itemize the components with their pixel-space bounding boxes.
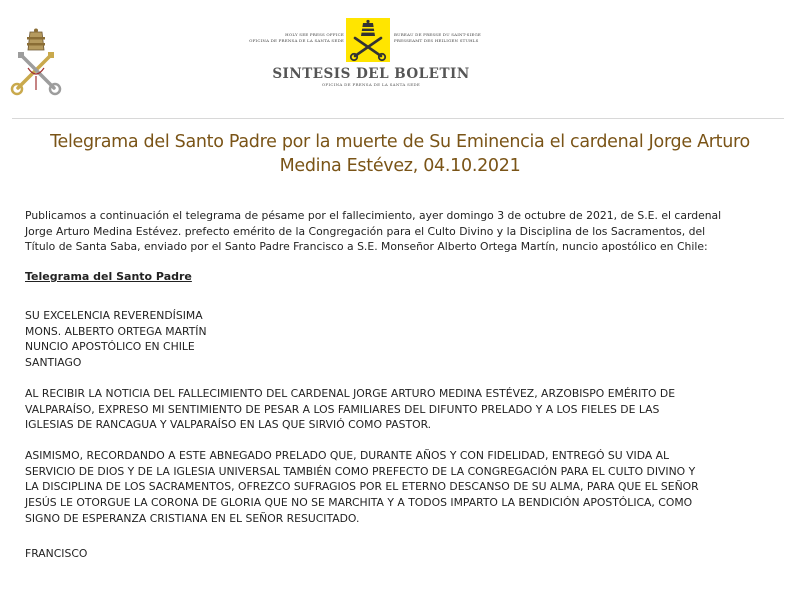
bulletin-title: SINTESIS DEL BOLETIN bbox=[272, 66, 470, 82]
telegram-paragraph-1: AL RECIBIR LA NOTICIA DEL FALLECIMIENTO DEL CARDENAL JORGE ARTURO MEDINA ESTÉVEZ, ARZOBISPO EMÉRITO DE VALPARAÍSO, EXPRESO MI SENTIMIENTO DE PESAR A LOS FAMILIARES DEL DIFUNTO PRELADO Y A LOS FIELES DE LAS IGLESIAS DE RANCAGUA Y VALPARAÍSO EN LAS QUE SIRVIÓ COMO PASTOR. bbox=[25, 387, 676, 432]
header-divider bbox=[12, 118, 784, 119]
press-office-logo bbox=[240, 18, 540, 108]
bulletin-subtitle: OFICINA DE PRENSA DE LA SANTA SEDE bbox=[321, 82, 421, 87]
papal-coat-of-arms-icon bbox=[8, 28, 64, 98]
header-left-line: OFICINA DE PRENSA DE LA SANTA SEDE bbox=[249, 38, 344, 43]
holy-see-emblem-icon bbox=[346, 18, 390, 62]
header-right-text bbox=[394, 32, 524, 44]
header-left-text bbox=[240, 32, 344, 44]
header-right-line: PRESSEAMT DES HEILIGEN STUHLS bbox=[394, 38, 479, 43]
telegram-paragraph-2: ASIMISMO, RECORDANDO A ESTE ABNEGADO PRELADO QUE, DURANTE AÑOS Y CON FIDELIDAD, ENTREGÓ SU VIDA AL SERVICIO DE DIOS Y DE LA IGLESIA UNIVERSAL TAMBIÉN COMO PREFECTO DE LA CONGREGACIÓN PARA EL CULTO DIVINO Y LA DISCIPLINA DE LOS SACRAMENTOS, OFREZCO SUFRAGIOS POR EL ETERNO DESCANSO DE SU ALMA, PARA QUE EL SEÑOR JESÚS LE OTORGUE LA CORONA DE GLORIA QUE NO SE MARCHITA Y A TODOS IMPARTO LA BENDICIÓN APOSTÓLICA, COMO SIGNO DE ESPERANZA CRISTIANA EN EL SEÑOR RESUCITADO. bbox=[25, 449, 699, 525]
intro-paragraph: Publicamos a continuación el telegrama de pésame por el fallecimiento, ayer domingo 3 de octubre de 2021, de S.E. el cardenal Jorge Arturo Medina Estévez. prefecto emérito de la Congregación para el Culto Divino y la Disciplina de los Sacramentos, del Título de Santa Saba, enviado por el Santo Padre Francisco a S.E. Monseñor Alberto Ortega Martín, nuncio apostólico en Chile: bbox=[25, 209, 722, 254]
header-right-line: BUREAU DE PRESSE DU SAINT-SIEGE bbox=[394, 32, 482, 37]
header-left-line: HOLY SEE PRESS OFFICE bbox=[285, 32, 344, 37]
article-title: Telegrama del Santo Padre por la muerte de Su Eminencia el cardenal Jorge Arturo Medina Estévez, 04.10.2021 bbox=[50, 132, 750, 176]
signature: FRANCISCO bbox=[25, 547, 88, 560]
telegram-address: SU EXCELENCIA REVERENDÍSIMA MONS. ALBERTO ORTEGA MARTÍN NUNCIO APOSTÓLICO EN CHILE SANTIAGO bbox=[25, 309, 207, 370]
section-heading: Telegrama del Santo Padre bbox=[25, 270, 192, 283]
